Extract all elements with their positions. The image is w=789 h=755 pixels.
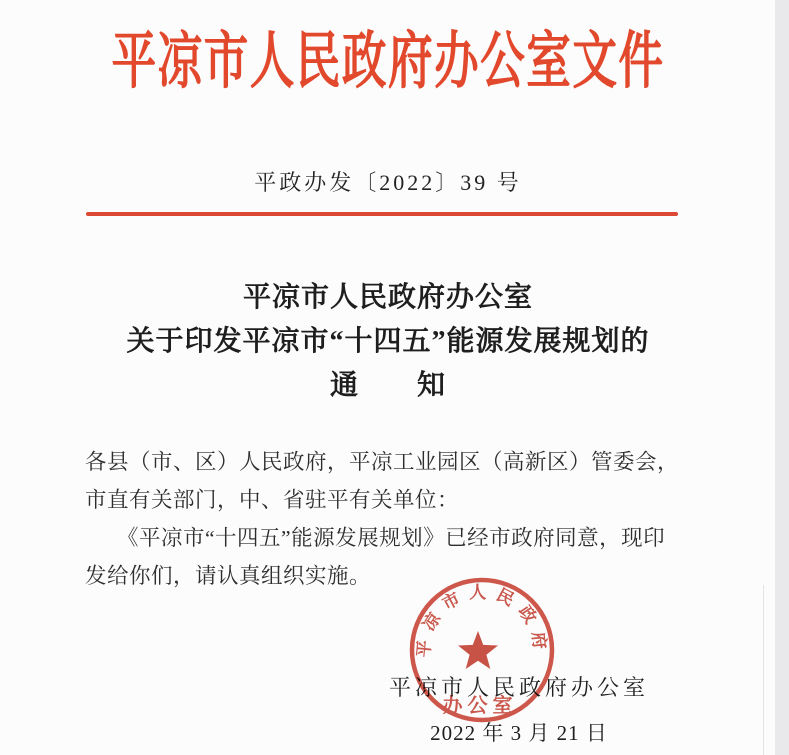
- page-edge-line: [763, 585, 764, 755]
- paragraph-line-2: 发给你们，请认真组织实施。: [85, 564, 372, 588]
- document-title: [0, 276, 776, 408]
- document-header: [0, 22, 776, 102]
- red-separator-rule: [86, 212, 678, 216]
- title-line-1: 平凉市人民政府办公室: [242, 282, 533, 313]
- seal-arc-text: 平凉市人民政府: [414, 583, 550, 659]
- signature-block: [380, 671, 658, 747]
- date-line: 2022 年 3 月 21 日: [430, 721, 608, 745]
- title-line-2: 关于印发平凉市“十四五”能源发展规划的: [126, 326, 650, 357]
- document-number: 平政办发〔2022〕39 号: [254, 170, 522, 195]
- paragraph-line-1: 《平凉市“十四五”能源发展规划》已经市政府同意，现印: [117, 526, 666, 550]
- seal-star-icon: [458, 631, 498, 669]
- seal-bottom-text: 办公室: [442, 695, 518, 717]
- page-edge-strip: [775, 0, 789, 755]
- document-body: [85, 443, 697, 595]
- addressee-line-1: 各县（市、区）人民政府，平凉工业园区（高新区）管委会，: [85, 450, 680, 474]
- title-line-3: 通 知: [329, 370, 446, 401]
- addressee-line-2: 市直有关部门，中、省驻平有关单位：: [85, 488, 460, 512]
- signature-line: 平凉市人民政府办公室: [388, 675, 649, 700]
- document-header-text: 平凉市人民政府办公室文件: [111, 28, 665, 96]
